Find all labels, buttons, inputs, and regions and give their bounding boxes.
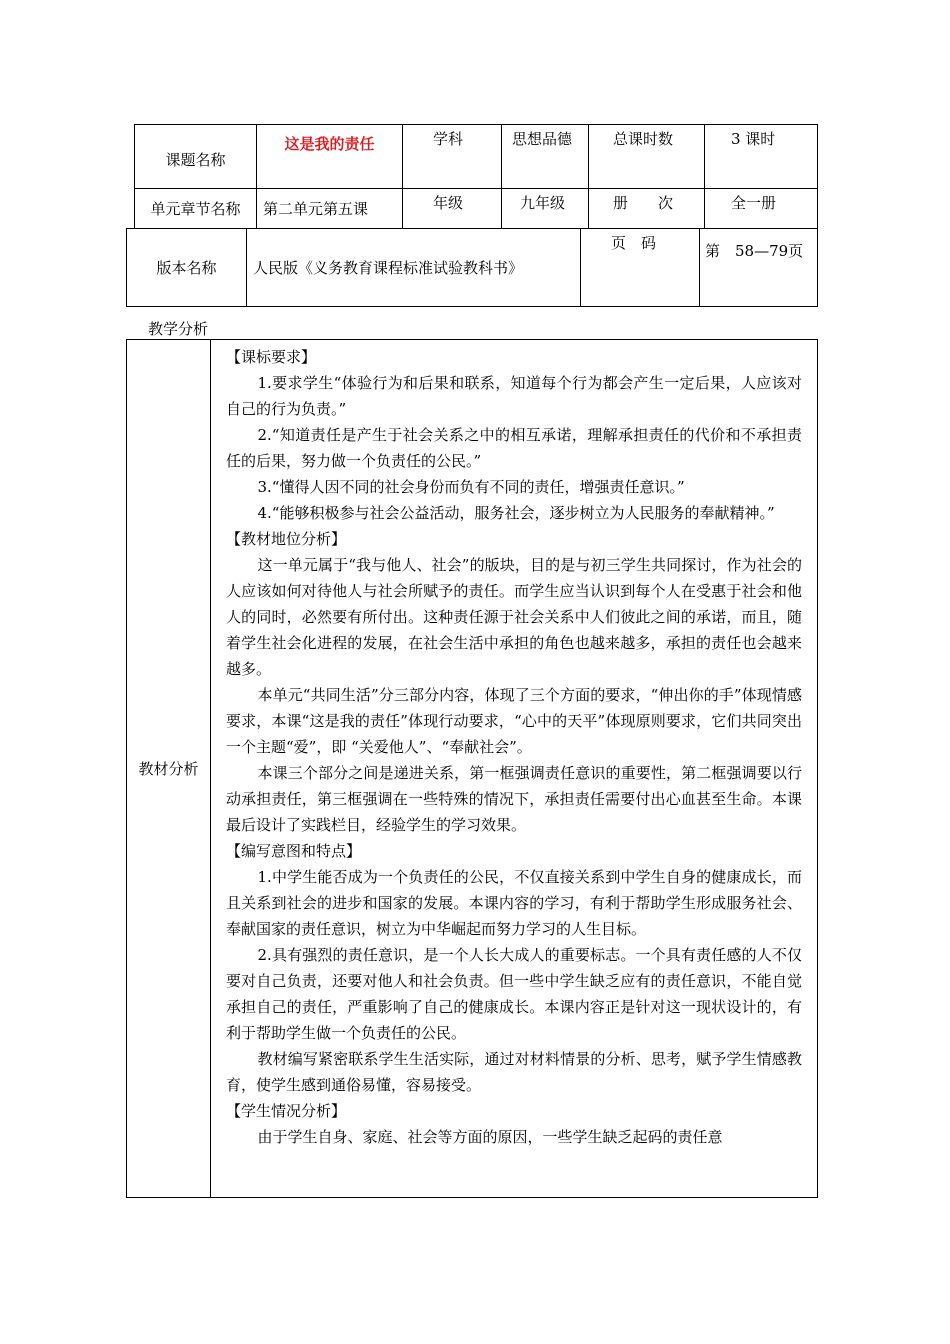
analysis-content bbox=[211, 340, 818, 1198]
course-title: 这是我的责任 bbox=[257, 125, 403, 189]
hours-label: 总课时数 bbox=[589, 125, 705, 189]
hours-value: 3 课时 bbox=[705, 125, 818, 189]
section-title: 教学分析 bbox=[148, 320, 209, 338]
subject-label: 学科 bbox=[403, 125, 502, 189]
paragraph: 本课三个部分之间是递进关系，第一框强调责任意识的重要性，第二框强调要以行动承担责任，第三框强调在一些特殊的情况下，承担责任需要付出心血甚至生命。本课最后设计了实践栏目，经验学生的学习效果。 bbox=[226, 764, 802, 834]
volume-value: 全一册 bbox=[705, 189, 818, 229]
heading-curriculum: 【课标要求】 bbox=[226, 348, 317, 366]
paragraph: 由于学生自身、家庭、社会等方面的原因，一些学生缺乏起码的责任意 bbox=[257, 1128, 723, 1146]
grade-label: 年级 bbox=[403, 189, 502, 229]
paragraph: 2.具有强烈的责任意识，是一个人长大成人的重要标志。一个具有责任感的人不仅要对自己负责，还要对他人和社会负责。但一些中学生缺乏应有的责任意识，不能自觉承担自己的责任，严重影响了自己的健康成长。本课内容正是针对这一现状设计的，有利于帮助学生做一个负责任的公民。 bbox=[226, 946, 802, 1042]
analysis-left-label: 教材分析 bbox=[127, 340, 211, 1198]
edition-table bbox=[126, 228, 818, 307]
heading-student-analysis: 【学生情况分析】 bbox=[226, 1102, 347, 1120]
volume-label: 册 次 bbox=[589, 189, 705, 229]
analysis-table bbox=[126, 339, 818, 1198]
course-label: 课题名称 bbox=[135, 125, 257, 189]
paragraph: 教材编写紧密联系学生生活实际，通过对材料情景的分析、思考，赋予学生情感教育，使学生感到通俗易懂，容易接受。 bbox=[226, 1050, 802, 1094]
unit-label: 单元章节名称 bbox=[135, 189, 257, 229]
grade-value: 九年级 bbox=[502, 189, 589, 229]
heading-textbook-position: 【教材地位分析】 bbox=[226, 530, 347, 548]
paragraph: 3.“懂得人因不同的社会身份而负有不同的责任，增强责任意识。” bbox=[257, 478, 685, 496]
edition-value: 人民版《义务教育课程标准试验教科书》 bbox=[247, 229, 581, 307]
paragraph: 本单元“共同生活”分三部分内容，体现了三个方面的要求，“伸出你的手”体现情感要求，本课“这是我的责任”体现行动要求，“心中的天平”体现原则要求，它们共同突出一个主题“爱”，即 “关爱他人”、“奉献社会”。 bbox=[226, 686, 802, 756]
page-label: 页 码 bbox=[581, 229, 700, 307]
page-value: 第 58—79页 bbox=[700, 229, 818, 307]
course-info-table bbox=[134, 124, 818, 229]
paragraph: 这一单元属于“我与他人、社会”的版块，目的是与初三学生共同探讨，作为社会的人应该如何对待他人与社会所赋予的责任。而学生应当认识到每个人在受惠于社会和他人的同时，必然要有所付出。这种责任源于社会关系中人们彼此之间的承诺，而且，随着学生社会化进程的发展，在社会生活中承担的角色也越来越多，承担的责任也会越来越多。 bbox=[226, 556, 802, 678]
paragraph: 4.“能够积极参与社会公益活动，服务社会，逐步树立为人民服务的奉献精神。” bbox=[257, 504, 775, 522]
heading-writing-intent: 【编写意图和特点】 bbox=[226, 842, 362, 860]
paragraph: 1.中学生能否成为一个负责任的公民，不仅直接关系到中学生自身的健康成长，而且关系到社会的进步和国家的发展。本课内容的学习，有利于帮助学生形成服务社会、奉献国家的责任意识，树立为中华崛起而努力学习的人生目标。 bbox=[226, 868, 802, 938]
unit-value: 第二单元第五课 bbox=[257, 189, 403, 229]
subject-value: 思想品德 bbox=[502, 125, 589, 189]
paragraph: 1.要求学生“体验行为和后果和联系，知道每个行为都会产生一定后果，人应该对自己的行为负责。” bbox=[226, 374, 802, 418]
paragraph: 2.“知道责任是产生于社会关系之中的相互承诺，理解承担责任的代价和不承担责任的后果，努力做一个负责任的公民。” bbox=[226, 426, 802, 470]
edition-label: 版本名称 bbox=[127, 229, 247, 307]
